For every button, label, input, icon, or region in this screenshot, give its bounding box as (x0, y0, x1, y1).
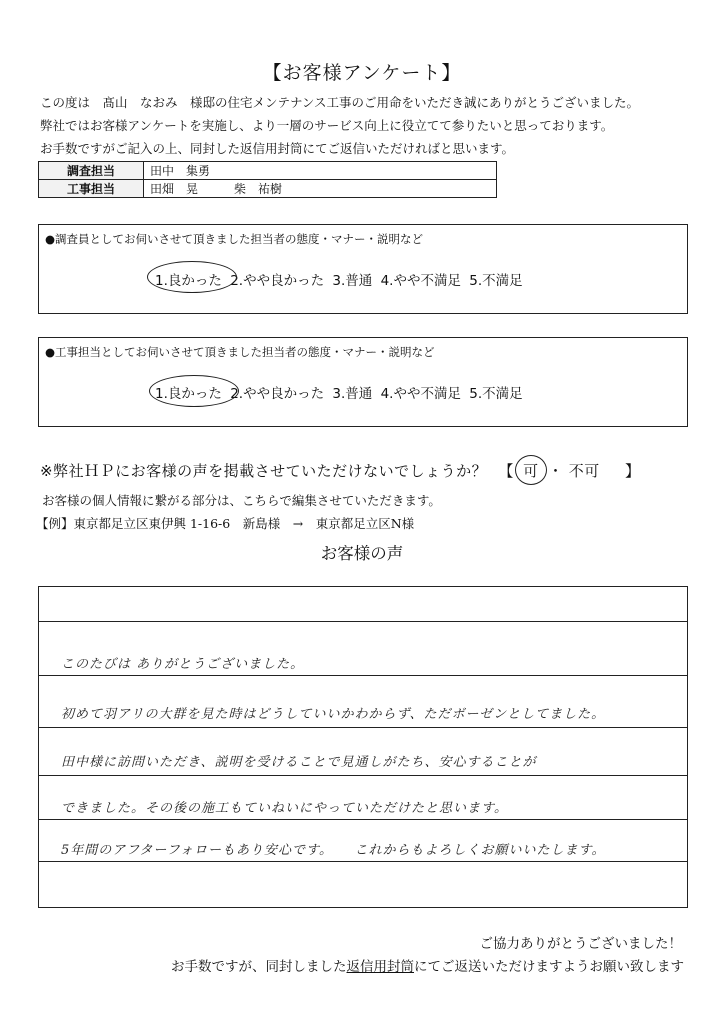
voice-ruled-line (39, 775, 687, 776)
intro-line-3: お手数ですがご記入の上、同封した返信用封筒にてご返信いただければと思います。 (40, 141, 515, 156)
intro-line-2: 弊社ではお客様アンケートを実施し、より一層のサービス向上に役立てて参りたいと思っております。 (40, 118, 614, 133)
work-label: 工事担当 (39, 180, 144, 198)
survey-label: 調査担当 (39, 162, 144, 180)
hp-question-text: ※弊社ＨＰにお客様の声を掲載させていただけないでしょうか？ (40, 462, 488, 480)
footer-pre: お手数ですが、同封しました (171, 959, 347, 975)
hp-yes-circle (515, 455, 547, 485)
return-instruction (171, 955, 684, 975)
q1-option-2[interactable]: 2.やや良かった (230, 273, 325, 289)
staff-row-survey (39, 162, 497, 180)
staff-row-work (39, 180, 497, 198)
question-1-text: ●調査員としてお伺いさせて頂きました担当者の態度・マナー・説明など (45, 232, 424, 246)
hp-option-yes[interactable] (519, 460, 543, 481)
q2-option-4[interactable]: 4.やや不満足 (380, 386, 461, 402)
footer-post: にてご返送いただけますようお願い致します (414, 959, 684, 975)
voice-ruled-line (39, 727, 687, 728)
intro-line-1: この度は 髙山 なおみ 様邸の住宅メンテナンス工事のご用命をいただき誠にありがとうございました。 (40, 95, 640, 110)
voice-handwritten-line-3: 田中様に訪問いただき、説明を受けることで見通しがたち、安心することが (61, 755, 537, 770)
footer-envelope: 返信用封筒 (346, 959, 414, 975)
q1-option-1[interactable]: 1.良かった (155, 273, 222, 289)
q2-option-2[interactable]: 2.やや良かった (230, 386, 325, 402)
voice-handwritten-line-5: 5年間のアフターフォローもあり安心です。 これからもよろしくお願いいたします。 (61, 843, 606, 858)
q1-option-5[interactable]: 5.不満足 (469, 273, 523, 289)
staff-table (38, 161, 497, 198)
privacy-note: お客様の個人情報に繋がる部分は、こちらで編集させていただきます。 (42, 493, 441, 508)
voice-handwritten-line-1: このたびは ありがとうございました。 (61, 657, 305, 672)
q2-option-5[interactable]: 5.不満足 (469, 386, 523, 402)
q2-option-1[interactable]: 1.良かった (155, 386, 222, 402)
question-2-box (38, 337, 688, 427)
work-value: 田畑 晃 柴 祐樹 (144, 180, 497, 198)
hp-option-no[interactable]: 不可 (568, 462, 600, 480)
voice-ruled-line (39, 621, 687, 622)
hp-bracket-close: 】 (625, 462, 641, 480)
privacy-example: 【例】東京都足立区東伊興 1-16-6 新島様 → 東京都足立区N様 (36, 516, 415, 531)
thanks-text: ご協力ありがとうございました！ (479, 936, 682, 952)
page-title: 【お客様アンケート】 (262, 62, 462, 84)
q1-option-4[interactable]: 4.やや不満足 (380, 273, 461, 289)
voice-title: お客様の声 (320, 544, 404, 563)
hp-bracket-open: 【 (498, 462, 514, 480)
question-1-box (38, 224, 688, 314)
q1-selection-circle (147, 261, 237, 293)
voice-handwritten-line-4: できました。その後の施工もていねいにやっていただけたと思います。 (61, 801, 508, 816)
hp-option-yes-label: 可 (523, 462, 539, 480)
voice-handwritten-line-2: 初めて羽アリの大群を見た時はどうしていいかわからず、ただボーゼンとしてました。 (61, 707, 606, 722)
voice-ruled-line (39, 861, 687, 862)
voice-box (38, 586, 688, 908)
question-2-text: ●工事担当としてお伺いさせて頂きました担当者の態度・マナー・説明など (45, 345, 435, 359)
q2-selection-circle (149, 375, 239, 407)
voice-ruled-line (39, 819, 687, 820)
voice-ruled-line (39, 675, 687, 676)
survey-value: 田中 集勇 (144, 162, 497, 180)
q1-option-3[interactable]: 3.普通 (332, 273, 373, 289)
hp-separator: ・ (547, 462, 564, 480)
hp-consent-question (40, 460, 641, 481)
q2-option-3[interactable]: 3.普通 (332, 386, 373, 402)
